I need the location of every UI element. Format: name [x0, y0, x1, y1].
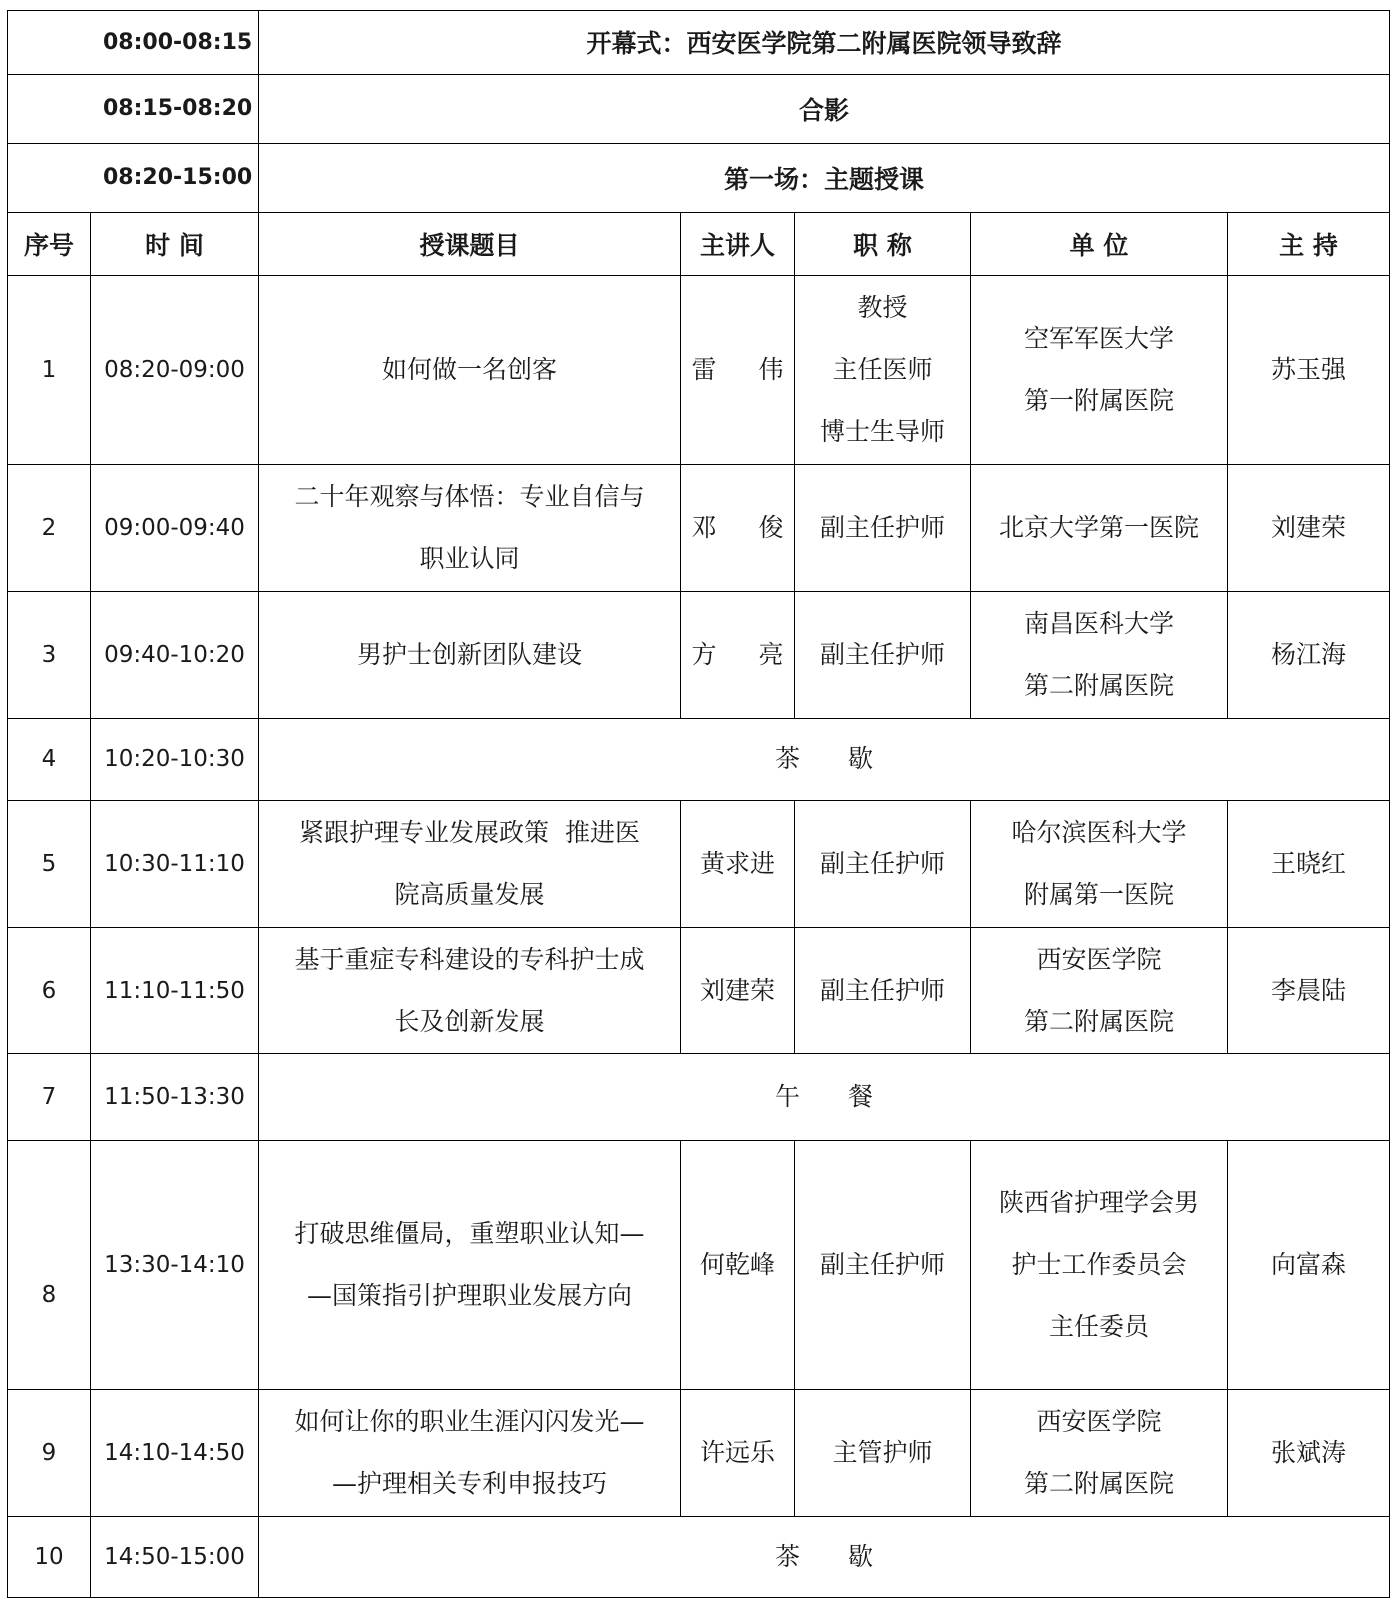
row-title: 副主任护师 — [795, 1140, 971, 1389]
row-time: 09:40-10:20 — [91, 592, 259, 719]
row-speaker: 方 亮 — [681, 592, 795, 719]
table-row — [8, 927, 1390, 1054]
header-title: 第一场：主题授课 — [259, 143, 1390, 212]
table-row-break — [8, 1516, 1390, 1597]
row-no: 10 — [8, 1516, 91, 1597]
row-host: 张斌涛 — [1228, 1390, 1390, 1517]
table-row — [8, 592, 1390, 719]
row-host: 王晓红 — [1228, 800, 1390, 927]
row-unit: 西安医学院 第二附属医院 — [971, 1390, 1228, 1517]
row-topic: 如何让你的职业生涯闪闪发光— —护理相关专利申报技巧 — [259, 1390, 681, 1517]
row-time: 09:00-09:40 — [91, 465, 259, 592]
row-no: 4 — [8, 718, 91, 800]
row-unit: 哈尔滨医科大学 附属第一医院 — [971, 800, 1228, 927]
table-row-break — [8, 1054, 1390, 1140]
row-topic: 二十年观察与体悟：专业自信与 职业认同 — [259, 465, 681, 592]
table-row — [8, 1390, 1390, 1517]
row-unit: 北京大学第一医院 — [971, 465, 1228, 592]
row-break-label: 茶 歇 — [259, 1516, 1390, 1597]
row-time: 10:30-11:10 — [91, 800, 259, 927]
table-row — [8, 465, 1390, 592]
header-row-opening — [8, 11, 1390, 75]
row-topic: 如何做一名创客 — [259, 275, 681, 465]
row-speaker: 何乾峰 — [681, 1140, 795, 1389]
row-host: 向富森 — [1228, 1140, 1390, 1389]
col-host: 主 持 — [1228, 212, 1390, 275]
header-row-session — [8, 143, 1390, 212]
row-time: 11:50-13:30 — [91, 1054, 259, 1140]
row-topic: 打破思维僵局，重塑职业认知— —国策指引护理职业发展方向 — [259, 1140, 681, 1389]
row-no: 2 — [8, 465, 91, 592]
table-row — [8, 275, 1390, 465]
table-row — [8, 1140, 1390, 1389]
row-topic: 紧跟护理专业发展政策 推进医 院高质量发展 — [259, 800, 681, 927]
row-break-label: 午 餐 — [259, 1054, 1390, 1140]
col-title: 职 称 — [795, 212, 971, 275]
row-speaker: 刘建荣 — [681, 927, 795, 1054]
row-host: 杨江海 — [1228, 592, 1390, 719]
row-no: 3 — [8, 592, 91, 719]
row-time: 14:50-15:00 — [91, 1516, 259, 1597]
row-time: 08:20-09:00 — [91, 275, 259, 465]
row-topic: 男护士创新团队建设 — [259, 592, 681, 719]
row-host: 苏玉强 — [1228, 275, 1390, 465]
col-unit: 单 位 — [971, 212, 1228, 275]
row-unit: 空军军医大学 第一附属医院 — [971, 275, 1228, 465]
row-time: 14:10-14:50 — [91, 1390, 259, 1517]
row-no: 9 — [8, 1390, 91, 1517]
header-time: 08:15-08:20 — [8, 74, 259, 143]
header-title: 开幕式：西安医学院第二附属医院领导致辞 — [259, 11, 1390, 75]
row-no: 8 — [8, 1140, 91, 1389]
column-header-row — [8, 212, 1390, 275]
row-title: 副主任护师 — [795, 465, 971, 592]
col-topic: 授课题目 — [259, 212, 681, 275]
header-title: 合影 — [259, 74, 1390, 143]
row-no: 1 — [8, 275, 91, 465]
row-no: 7 — [8, 1054, 91, 1140]
row-title: 副主任护师 — [795, 800, 971, 927]
agenda-table — [7, 10, 1390, 1598]
row-no: 6 — [8, 927, 91, 1054]
row-speaker: 黄求进 — [681, 800, 795, 927]
row-host: 李晨陆 — [1228, 927, 1390, 1054]
row-speaker: 邓 俊 — [681, 465, 795, 592]
row-no: 5 — [8, 800, 91, 927]
row-break-label: 茶 歇 — [259, 718, 1390, 800]
row-unit: 南昌医科大学 第二附属医院 — [971, 592, 1228, 719]
row-unit: 西安医学院 第二附属医院 — [971, 927, 1228, 1054]
table-row-break — [8, 718, 1390, 800]
header-time: 08:20-15:00 — [8, 143, 259, 212]
row-title: 副主任护师 — [795, 592, 971, 719]
row-topic: 基于重症专科建设的专科护士成 长及创新发展 — [259, 927, 681, 1054]
col-no: 序号 — [8, 212, 91, 275]
row-host: 刘建荣 — [1228, 465, 1390, 592]
row-title: 副主任护师 — [795, 927, 971, 1054]
header-time: 08:00-08:15 — [8, 11, 259, 75]
row-speaker: 许远乐 — [681, 1390, 795, 1517]
row-unit: 陕西省护理学会男 护士工作委员会 主任委员 — [971, 1140, 1228, 1389]
header-row-photo — [8, 74, 1390, 143]
row-speaker: 雷 伟 — [681, 275, 795, 465]
row-time: 13:30-14:10 — [91, 1140, 259, 1389]
row-time: 10:20-10:30 — [91, 718, 259, 800]
row-title: 主管护师 — [795, 1390, 971, 1517]
row-title: 教授 主任医师 博士生导师 — [795, 275, 971, 465]
row-time: 11:10-11:50 — [91, 927, 259, 1054]
table-row — [8, 800, 1390, 927]
col-speaker: 主讲人 — [681, 212, 795, 275]
col-time: 时 间 — [91, 212, 259, 275]
